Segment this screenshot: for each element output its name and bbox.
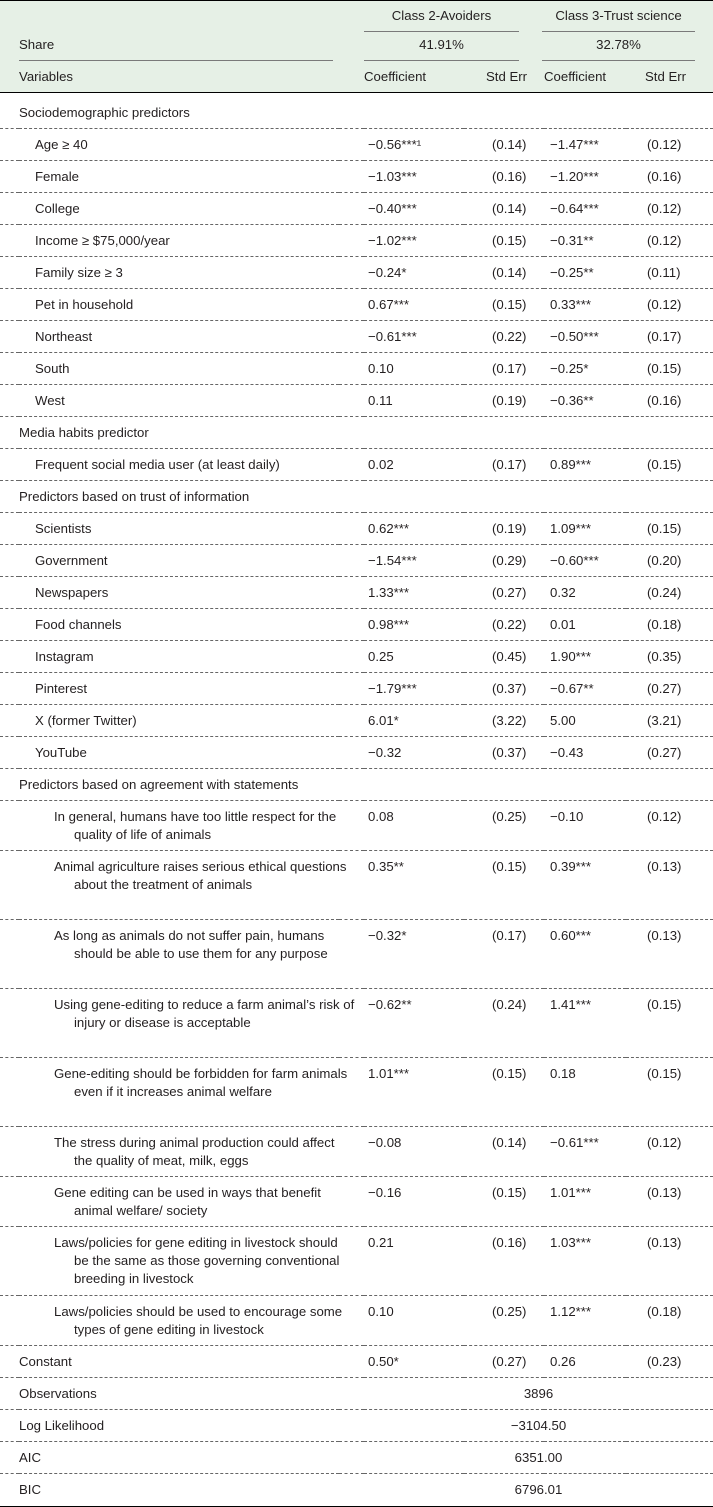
row-label: In general, humans have too little respect for the quality of life of animals <box>19 801 364 851</box>
row-label: Family size ≥ 3 <box>19 257 364 289</box>
table-row <box>0 193 713 225</box>
class2-coefficient: 0.02 <box>364 449 464 481</box>
row-label: Gene-editing should be forbidden for farm animals even if it increases animal welfare <box>19 1058 364 1127</box>
class2-coefficient: 0.98*** <box>364 609 464 641</box>
class2-std-err: (0.17) <box>464 353 544 385</box>
table-row <box>0 353 713 385</box>
class2-std-err: (0.25) <box>464 801 544 851</box>
class3-std-err: (0.15) <box>626 449 713 481</box>
row-label: Pinterest <box>19 673 364 705</box>
class3-std-err: (0.27) <box>626 673 713 705</box>
section-title: Sociodemographic predictors <box>19 93 713 129</box>
row-label: Scientists <box>19 513 364 545</box>
class2-coefficient: 0.10 <box>364 1296 464 1346</box>
section-heading-row <box>0 481 713 513</box>
class2-std-err: (0.14) <box>464 1127 544 1177</box>
section-title: Predictors based on agreement with statements <box>19 769 713 801</box>
row-label: X (former Twitter) <box>19 705 364 737</box>
class2-coefficient: 0.21 <box>364 1227 464 1296</box>
class2-coefficient: 0.35** <box>364 851 464 920</box>
class3-std-err: (0.15) <box>626 1058 713 1127</box>
class3-std-err: (0.11) <box>626 257 713 289</box>
class3-coefficient: 0.26 <box>544 1346 626 1378</box>
class3-coefficient: 0.32 <box>544 577 626 609</box>
row-label: Constant <box>19 1346 364 1378</box>
class3-std-err: (0.15) <box>626 353 713 385</box>
class2-coefficient: 1.01*** <box>364 1058 464 1127</box>
table-row <box>0 545 713 577</box>
class2-std-err: (0.25) <box>464 1296 544 1346</box>
class2-coefficient: −1.79*** <box>364 673 464 705</box>
class3-std-err: (0.12) <box>626 129 713 161</box>
row-label: Government <box>19 545 364 577</box>
class3-coefficient: 1.12*** <box>544 1296 626 1346</box>
header-share-row <box>0 35 713 63</box>
table-row <box>0 1227 713 1296</box>
table-row <box>0 257 713 289</box>
class3-std-err: (0.13) <box>626 1227 713 1296</box>
row-label: Animal agriculture raises serious ethical questions about the treatment of animals <box>19 851 364 920</box>
row-label: College <box>19 193 364 225</box>
class2-coefficient: −0.24* <box>364 257 464 289</box>
variables-label: Variables <box>19 69 73 85</box>
class3-coefficient: 1.90*** <box>544 641 626 673</box>
class3-coefficient: 0.39*** <box>544 851 626 920</box>
class3-std-err: (0.12) <box>626 1127 713 1177</box>
class3-std-err: (0.35) <box>626 641 713 673</box>
class2-std-err: (0.19) <box>464 513 544 545</box>
stats-row <box>0 1474 713 1507</box>
class3-std-err: (0.20) <box>626 545 713 577</box>
table-row <box>0 577 713 609</box>
class2-coefficient: −0.16 <box>364 1177 464 1227</box>
class2-coefficient: 0.08 <box>364 801 464 851</box>
stats-label: Log Likelihood <box>19 1410 364 1442</box>
table-row <box>0 851 713 920</box>
class2-coefficient: 0.25 <box>364 641 464 673</box>
row-label: Pet in household <box>19 289 364 321</box>
class2-coefficient: 0.11 <box>364 385 464 417</box>
section-title: Media habits predictor <box>19 417 713 449</box>
class3-coefficient: −0.61*** <box>544 1127 626 1177</box>
section-title: Predictors based on trust of information <box>19 481 713 513</box>
class3-coefficient: 1.09*** <box>544 513 626 545</box>
class3-std-err: (0.18) <box>626 609 713 641</box>
class3-coefficient: 5.00 <box>544 705 626 737</box>
class3-coefficient: −0.36** <box>544 385 626 417</box>
class2-std-err: (0.15) <box>464 1058 544 1127</box>
class3-coefficient: 1.01*** <box>544 1177 626 1227</box>
class2-coefficient: 1.33*** <box>364 577 464 609</box>
class2-coefficient: −0.62** <box>364 989 464 1058</box>
class2-std-err: (0.27) <box>464 577 544 609</box>
row-label: YouTube <box>19 737 364 769</box>
class2-std-err: (0.16) <box>464 161 544 193</box>
class3-coefficient: −1.20*** <box>544 161 626 193</box>
stats-row <box>0 1442 713 1474</box>
class2-coefficient: −1.02*** <box>364 225 464 257</box>
class2-title: Class 2-Avoiders <box>364 3 519 32</box>
class3-coef-label: Coefficient <box>544 69 607 85</box>
class2-std-err: (0.14) <box>464 129 544 161</box>
row-label: Gene editing can be used in ways that benefit animal welfare/ society <box>19 1177 364 1227</box>
class3-coefficient: 0.60*** <box>544 920 626 989</box>
stats-row <box>0 1410 713 1442</box>
row-label: Instagram <box>19 641 364 673</box>
row-label: Using gene-editing to reduce a farm animal’s risk of injury or disease is acceptable <box>19 989 364 1058</box>
table-row <box>0 1296 713 1346</box>
share-label: Share <box>19 36 333 61</box>
class3-std-err: (0.12) <box>626 193 713 225</box>
row-label: Laws/policies for gene editing in livestock should be the same as those governing conventional breeding in livestock <box>19 1227 364 1296</box>
table-row <box>0 609 713 641</box>
row-label: Income ≥ $75,000/year <box>19 225 364 257</box>
class2-coefficient: −1.03*** <box>364 161 464 193</box>
table-row <box>0 513 713 545</box>
row-label: West <box>19 385 364 417</box>
class2-std-err: (0.15) <box>464 289 544 321</box>
class3-coefficient: 1.03*** <box>544 1227 626 1296</box>
class3-std-err: (3.21) <box>626 705 713 737</box>
row-label: Age ≥ 40 <box>19 129 364 161</box>
class3-std-err: (0.13) <box>626 920 713 989</box>
table-row <box>0 449 713 481</box>
row-label: Frequent social media user (at least daily) <box>19 449 364 481</box>
class3-coefficient: −0.10 <box>544 801 626 851</box>
class3-title: Class 3-Trust science <box>542 3 695 32</box>
class2-coefficient: 0.10 <box>364 353 464 385</box>
class3-std-err: (0.27) <box>626 737 713 769</box>
stats-value: 3896 <box>364 1378 713 1410</box>
class2-std-err: (0.15) <box>464 225 544 257</box>
table-row <box>0 1177 713 1227</box>
class3-std-err: (0.17) <box>626 321 713 353</box>
table-row <box>0 989 713 1058</box>
class2-coef-label: Coefficient <box>364 69 427 85</box>
class2-std-err: (0.37) <box>464 673 544 705</box>
class3-share: 32.78% <box>542 36 695 61</box>
class2-std-err: (0.22) <box>464 321 544 353</box>
row-label: Food channels <box>19 609 364 641</box>
class3-std-err: (0.23) <box>626 1346 713 1378</box>
stats-label: Observations <box>19 1378 364 1410</box>
row-label: South <box>19 353 364 385</box>
class3-std-err: (0.12) <box>626 225 713 257</box>
table-row <box>0 225 713 257</box>
row-label: Newspapers <box>19 577 364 609</box>
class3-coefficient: −0.64*** <box>544 193 626 225</box>
stats-label: AIC <box>19 1442 364 1474</box>
row-label: Laws/policies should be used to encourage some types of gene editing in livestock <box>19 1296 364 1346</box>
class2-stderr-label: Std Err <box>486 69 528 85</box>
row-label: As long as animals do not suffer pain, humans should be able to use them for any purpose <box>19 920 364 989</box>
table-row <box>0 737 713 769</box>
class3-coefficient: −0.43 <box>544 737 626 769</box>
stats-value: 6796.01 <box>364 1474 713 1507</box>
class2-coefficient: 0.67*** <box>364 289 464 321</box>
class3-coefficient: −0.31** <box>544 225 626 257</box>
class3-std-err: (0.13) <box>626 1177 713 1227</box>
class2-std-err: (3.22) <box>464 705 544 737</box>
class3-coefficient: 0.33*** <box>544 289 626 321</box>
class3-std-err: (0.18) <box>626 1296 713 1346</box>
class3-coefficient: 0.18 <box>544 1058 626 1127</box>
class2-share: 41.91% <box>364 36 519 61</box>
stats-row <box>0 1378 713 1410</box>
section-heading-row <box>0 417 713 449</box>
table-row <box>0 385 713 417</box>
class2-std-err: (0.24) <box>464 989 544 1058</box>
table-row <box>0 1058 713 1127</box>
class3-coefficient: −0.25** <box>544 257 626 289</box>
table-row <box>0 161 713 193</box>
class3-coefficient: −0.67** <box>544 673 626 705</box>
header-variables-row <box>0 63 713 93</box>
table-row <box>0 920 713 989</box>
header-class-row <box>0 1 713 35</box>
class2-std-err: (0.29) <box>464 545 544 577</box>
class2-std-err: (0.15) <box>464 1177 544 1227</box>
class3-coefficient: 0.01 <box>544 609 626 641</box>
class3-coefficient: 1.41*** <box>544 989 626 1058</box>
table-row <box>0 705 713 737</box>
class3-coefficient: −1.47*** <box>544 129 626 161</box>
class2-std-err: (0.17) <box>464 920 544 989</box>
class2-std-err: (0.16) <box>464 1227 544 1296</box>
class3-coefficient: −0.50*** <box>544 321 626 353</box>
table-row <box>0 1127 713 1177</box>
table-row <box>0 321 713 353</box>
class2-std-err: (0.19) <box>464 385 544 417</box>
class2-std-err: (0.15) <box>464 851 544 920</box>
class3-coefficient: −0.60*** <box>544 545 626 577</box>
class2-std-err: (0.17) <box>464 449 544 481</box>
class2-coefficient: 0.50* <box>364 1346 464 1378</box>
class2-coefficient: −0.32 <box>364 737 464 769</box>
class2-std-err: (0.45) <box>464 641 544 673</box>
section-heading-row <box>0 769 713 801</box>
stats-label: BIC <box>19 1474 364 1507</box>
class3-std-err: (0.13) <box>626 851 713 920</box>
table-row <box>0 129 713 161</box>
class2-std-err: (0.37) <box>464 737 544 769</box>
class3-std-err: (0.12) <box>626 289 713 321</box>
class3-coefficient: 0.89*** <box>544 449 626 481</box>
class3-coefficient: −0.25* <box>544 353 626 385</box>
class3-stderr-label: Std Err <box>645 69 687 85</box>
class3-std-err: (0.16) <box>626 385 713 417</box>
row-label: Female <box>19 161 364 193</box>
class2-coefficient: −0.61*** <box>364 321 464 353</box>
constant-row <box>0 1346 713 1378</box>
class3-std-err: (0.24) <box>626 577 713 609</box>
class2-std-err: (0.22) <box>464 609 544 641</box>
section-heading-row <box>0 93 713 129</box>
class3-std-err: (0.16) <box>626 161 713 193</box>
class3-std-err: (0.15) <box>626 989 713 1058</box>
stats-value: 6351.00 <box>364 1442 713 1474</box>
class3-std-err: (0.15) <box>626 513 713 545</box>
class2-std-err: (0.14) <box>464 193 544 225</box>
row-label: Northeast <box>19 321 364 353</box>
table-row <box>0 673 713 705</box>
class2-std-err: (0.27) <box>464 1346 544 1378</box>
class2-coefficient: −0.56***¹ <box>364 129 464 161</box>
table-row <box>0 641 713 673</box>
class2-coefficient: −0.32* <box>364 920 464 989</box>
stats-value: −3104.50 <box>364 1410 713 1442</box>
class2-coefficient: −0.08 <box>364 1127 464 1177</box>
class2-coefficient: 6.01* <box>364 705 464 737</box>
class2-coefficient: 0.62*** <box>364 513 464 545</box>
class2-std-err: (0.14) <box>464 257 544 289</box>
class2-coefficient: −1.54*** <box>364 545 464 577</box>
table-row <box>0 289 713 321</box>
class3-std-err: (0.12) <box>626 801 713 851</box>
class2-coefficient: −0.40*** <box>364 193 464 225</box>
table-row <box>0 801 713 851</box>
row-label: The stress during animal production could affect the quality of meat, milk, eggs <box>19 1127 364 1177</box>
